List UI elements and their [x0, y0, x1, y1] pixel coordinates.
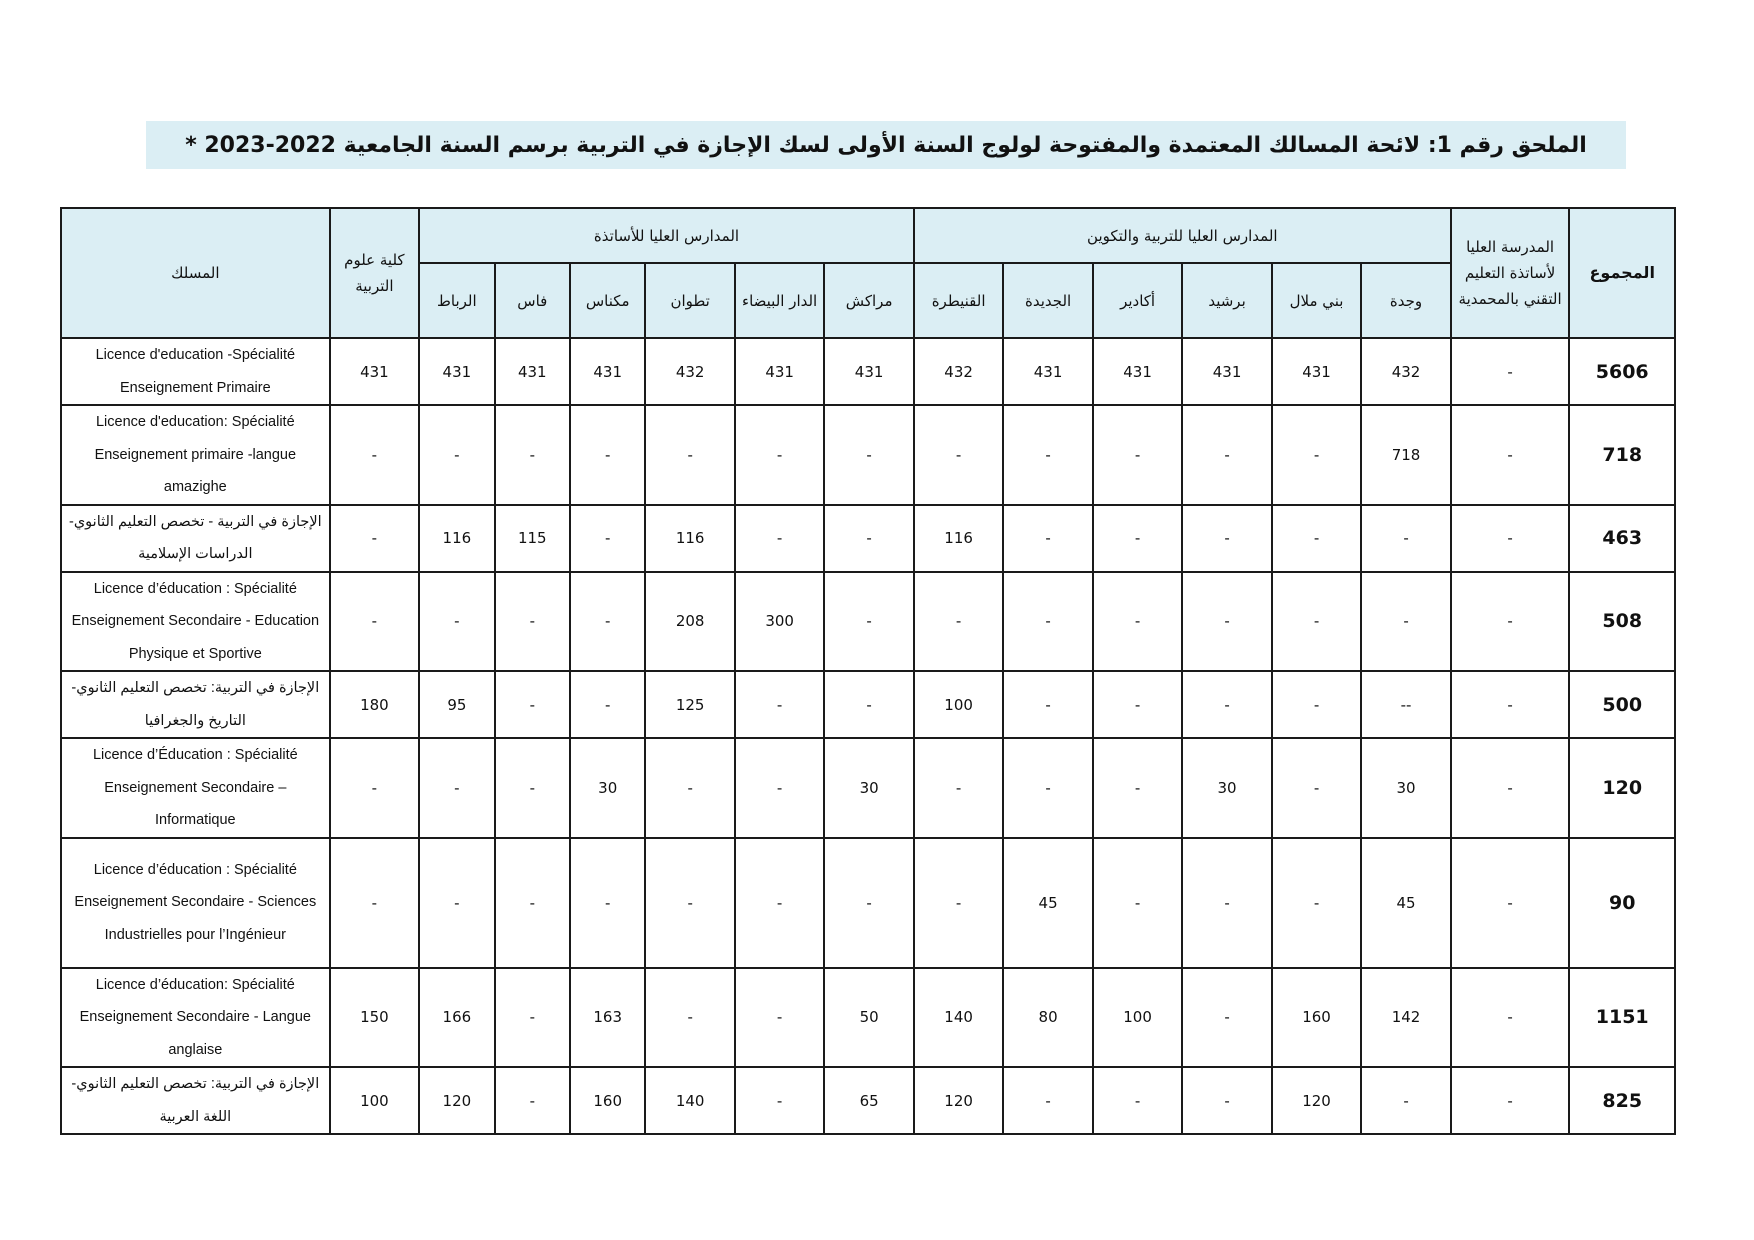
cell-value: - [1361, 505, 1450, 572]
cell-value: 431 [1182, 338, 1271, 405]
cell-value: 160 [1272, 968, 1361, 1068]
cell-value: - [1182, 671, 1271, 738]
cell-mohammedia: - [1451, 505, 1570, 572]
row-total: 718 [1569, 405, 1675, 505]
table-row [61, 671, 1675, 738]
header-city: بني ملال [1272, 263, 1361, 338]
cell-value: - [1093, 838, 1182, 968]
header-city: مراكش [824, 263, 913, 338]
cell-value: - [645, 738, 734, 838]
cell-value: - [1003, 738, 1092, 838]
cell-mohammedia: - [1451, 572, 1570, 672]
cell-value: - [1182, 1067, 1271, 1134]
cell-value: - [1272, 738, 1361, 838]
cell-value: - [1003, 405, 1092, 505]
cell-value: - [1272, 405, 1361, 505]
header-city: مكناس [570, 263, 645, 338]
cell-value: 80 [1003, 968, 1092, 1068]
cell-value: 718 [1361, 405, 1450, 505]
cell-value: 116 [914, 505, 1003, 572]
cell-value: - [914, 572, 1003, 672]
header-city: برشيد [1182, 263, 1271, 338]
cell-value: 431 [1272, 338, 1361, 405]
cell-value: 431 [495, 338, 570, 405]
cell-value: - [645, 968, 734, 1068]
cell-value: 116 [645, 505, 734, 572]
cell-value: 431 [570, 338, 645, 405]
cell-value: - [1272, 671, 1361, 738]
row-total: 5606 [1569, 338, 1675, 405]
cell-track: Licence d’Éducation : Spécialité Enseignement Secondaire – Informatique [61, 738, 330, 838]
cell-value: 30 [824, 738, 913, 838]
cell-value: - [824, 405, 913, 505]
cell-value: - [1093, 738, 1182, 838]
cell-value: 163 [570, 968, 645, 1068]
cell-value: - [495, 1067, 570, 1134]
header-track: المسلك [61, 208, 330, 338]
header-faculty: كلية علوم التربية [330, 208, 419, 338]
tracks-table [60, 207, 1676, 1135]
cell-value: 431 [824, 338, 913, 405]
cell-value: 140 [645, 1067, 734, 1134]
cell-value: - [495, 671, 570, 738]
cell-value: - [1361, 1067, 1450, 1134]
cell-value: - [570, 572, 645, 672]
row-total: 463 [1569, 505, 1675, 572]
cell-value: - [495, 968, 570, 1068]
cell-value: 30 [1361, 738, 1450, 838]
cell-faculty: 100 [330, 1067, 419, 1134]
cell-value: - [645, 405, 734, 505]
cell-value: 432 [1361, 338, 1450, 405]
cell-value: - [824, 505, 913, 572]
cell-track: Licence d’éducation : Spécialité Enseignement Secondaire - Sciences Industrielles pour l’Ingénieur [61, 838, 330, 968]
table-row [61, 338, 1675, 405]
cell-value: 95 [419, 671, 494, 738]
row-total: 508 [1569, 572, 1675, 672]
header-ens-teachers: المدارس العليا للأساتذة [419, 208, 914, 263]
cell-value: - [1272, 838, 1361, 968]
header-total: المجموع [1569, 208, 1675, 338]
cell-value: 30 [1182, 738, 1271, 838]
cell-track: Licence d'education -Spécialité Enseignement Primaire [61, 338, 330, 405]
cell-value: - [1182, 572, 1271, 672]
cell-value: 100 [914, 671, 1003, 738]
cell-value: - [1003, 572, 1092, 672]
header-row-groups [61, 208, 1675, 263]
cell-value: 65 [824, 1067, 913, 1134]
table-row [61, 405, 1675, 505]
cell-track: Licence d’éducation: Spécialité Enseignement Secondaire - Langue anglaise [61, 968, 330, 1068]
cell-value: - [914, 838, 1003, 968]
cell-mohammedia: - [1451, 405, 1570, 505]
cell-faculty: - [330, 738, 419, 838]
table-row [61, 738, 1675, 838]
cell-value: 116 [419, 505, 494, 572]
cell-value: 431 [1003, 338, 1092, 405]
cell-value: 166 [419, 968, 494, 1068]
cell-track: الإجازة في التربية - تخصص التعليم الثانوي- الدراسات الإسلامية [61, 505, 330, 572]
header-city: تطوان [645, 263, 734, 338]
cell-value: - [495, 738, 570, 838]
cell-value: - [419, 838, 494, 968]
cell-value: - [824, 572, 913, 672]
cell-track: Licence d'education: Spécialité Enseignement primaire -langue amazighe [61, 405, 330, 505]
page-title [146, 121, 1626, 169]
cell-value: - [645, 838, 734, 968]
cell-track: الإجازة في التربية: تخصص التعليم الثانوي- اللغة العربية [61, 1067, 330, 1134]
cell-value: 142 [1361, 968, 1450, 1068]
cell-value: 140 [914, 968, 1003, 1068]
cell-value: 100 [1093, 968, 1182, 1068]
cell-value: - [1182, 838, 1271, 968]
cell-value: - [1182, 405, 1271, 505]
cell-value: - [914, 738, 1003, 838]
header-mohammedia: المدرسة العليا لأساتذة التعليم التقني بالمحمدية [1451, 208, 1570, 338]
header-city: وجدة [1361, 263, 1450, 338]
cell-faculty: - [330, 838, 419, 968]
cell-value: - [735, 738, 824, 838]
table-row [61, 572, 1675, 672]
cell-value: 115 [495, 505, 570, 572]
cell-track: الإجازة في التربية: تخصص التعليم الثانوي-التاريخ والجغرافيا [61, 671, 330, 738]
cell-value: - [914, 405, 1003, 505]
cell-faculty: - [330, 505, 419, 572]
cell-value: - [419, 738, 494, 838]
cell-value: - [495, 572, 570, 672]
cell-value: - [570, 505, 645, 572]
cell-value: - [735, 838, 824, 968]
cell-mohammedia: - [1451, 338, 1570, 405]
cell-value: - [1003, 505, 1092, 572]
cell-value: 432 [914, 338, 1003, 405]
header-city: فاس [495, 263, 570, 338]
page-title-text: الملحق رقم 1: لائحة المسالك المعتمدة والمفتوحة لولوج السنة الأولى لسك الإجازة في التربية برسم السنة الجامعية 2022-2023 * [185, 132, 1587, 158]
cell-value: - [1093, 572, 1182, 672]
cell-value: 50 [824, 968, 913, 1068]
row-total: 500 [1569, 671, 1675, 738]
cell-value: - [1093, 1067, 1182, 1134]
cell-value: - [419, 405, 494, 505]
row-total: 120 [1569, 738, 1675, 838]
cell-value: - [824, 671, 913, 738]
cell-value: 432 [645, 338, 734, 405]
cell-value: - [1093, 505, 1182, 572]
cell-value: - [495, 405, 570, 505]
table-row [61, 968, 1675, 1068]
cell-value: 120 [914, 1067, 1003, 1134]
cell-faculty: 431 [330, 338, 419, 405]
header-city: الرباط [419, 263, 494, 338]
cell-faculty: 150 [330, 968, 419, 1068]
cell-track: Licence d’éducation : Spécialité Enseignement Secondaire - Education Physique et Sportive [61, 572, 330, 672]
cell-value: - [1182, 505, 1271, 572]
cell-mohammedia: - [1451, 838, 1570, 968]
table-row [61, 838, 1675, 968]
cell-value: 120 [419, 1067, 494, 1134]
header-city: القنيطرة [914, 263, 1003, 338]
cell-mohammedia: - [1451, 738, 1570, 838]
cell-value: - [1003, 1067, 1092, 1134]
cell-value: - [1272, 572, 1361, 672]
cell-value: 45 [1361, 838, 1450, 968]
cell-value: - [495, 838, 570, 968]
row-total: 90 [1569, 838, 1675, 968]
cell-value: 30 [570, 738, 645, 838]
cell-value: - [1093, 405, 1182, 505]
cell-value: - [1272, 505, 1361, 572]
cell-mohammedia: - [1451, 671, 1570, 738]
cell-value: - [735, 505, 824, 572]
cell-mohammedia: - [1451, 1067, 1570, 1134]
cell-value: - [1361, 572, 1450, 672]
cell-value: - [570, 838, 645, 968]
cell-value: 125 [645, 671, 734, 738]
cell-value: - [1182, 968, 1271, 1068]
cell-faculty: - [330, 572, 419, 672]
header-city: الدار البيضاء [735, 263, 824, 338]
cell-value: - [735, 671, 824, 738]
cell-value: 431 [419, 338, 494, 405]
cell-value: - [1093, 671, 1182, 738]
cell-value: - [419, 572, 494, 672]
cell-value: - [824, 838, 913, 968]
row-total: 825 [1569, 1067, 1675, 1134]
cell-value: 45 [1003, 838, 1092, 968]
cell-mohammedia: - [1451, 968, 1570, 1068]
cell-value: 160 [570, 1067, 645, 1134]
header-city: أكادير [1093, 263, 1182, 338]
cell-faculty: 180 [330, 671, 419, 738]
cell-value: - [735, 968, 824, 1068]
cell-value: - [570, 671, 645, 738]
cell-value: 431 [735, 338, 824, 405]
cell-faculty: - [330, 405, 419, 505]
header-ens-training: المدارس العليا للتربية والتكوين [914, 208, 1451, 263]
cell-value: - [735, 405, 824, 505]
cell-value: 208 [645, 572, 734, 672]
cell-value: -- [1361, 671, 1450, 738]
table-row [61, 505, 1675, 572]
header-city: الجديدة [1003, 263, 1092, 338]
cell-value: - [1003, 671, 1092, 738]
cell-value: 300 [735, 572, 824, 672]
table-row [61, 1067, 1675, 1134]
row-total: 1151 [1569, 968, 1675, 1068]
cell-value: 431 [1093, 338, 1182, 405]
cell-value: 120 [1272, 1067, 1361, 1134]
cell-value: - [570, 405, 645, 505]
cell-value: - [735, 1067, 824, 1134]
